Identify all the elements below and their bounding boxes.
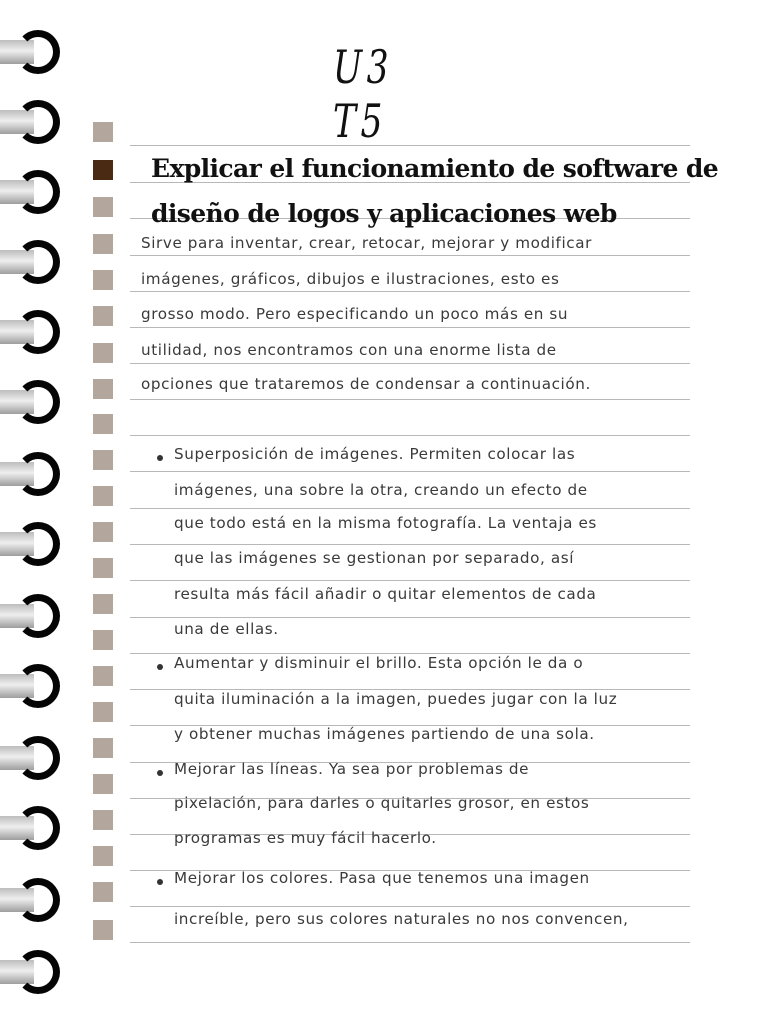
list-item-line: resulta más fácil añadir o quitar elementos de cada bbox=[174, 585, 597, 603]
list-item-line: una de ellas. bbox=[174, 620, 279, 638]
ring-icon bbox=[0, 310, 64, 350]
margin-squares bbox=[90, 0, 120, 1024]
ring-icon bbox=[0, 380, 64, 420]
ring-icon bbox=[0, 240, 64, 280]
list-item-line: Mejorar los colores. Pasa que tenemos una imagen bbox=[174, 869, 590, 887]
list-item-line: y obtener muchas imágenes partiendo de una sola. bbox=[174, 725, 595, 743]
ring-icon bbox=[0, 100, 64, 140]
list-item-line: Mejorar las líneas. Ya sea por problemas de bbox=[174, 760, 530, 778]
ring-icon bbox=[0, 806, 64, 846]
ring-icon bbox=[0, 950, 64, 990]
ring-icon bbox=[0, 170, 64, 210]
ring-icon bbox=[0, 522, 64, 562]
ring-icon bbox=[0, 878, 64, 918]
list-item-line: que las imágenes se gestionan por separado, así bbox=[174, 549, 575, 567]
notebook-rings bbox=[0, 0, 80, 1024]
bullet-icon bbox=[157, 879, 163, 885]
page-title: U3 T5 bbox=[333, 40, 394, 148]
paragraph-line: grosso modo. Pero especificando un poco más en su bbox=[141, 305, 569, 323]
paragraph-line: opciones que trataremos de condensar a continuación. bbox=[141, 375, 591, 393]
bullet-icon bbox=[157, 770, 163, 776]
paragraph-line: Sirve para inventar, crear, retocar, mejorar y modificar bbox=[141, 234, 592, 252]
ring-icon bbox=[0, 452, 64, 492]
heading-line: diseño de logos y aplicaciones web bbox=[151, 199, 617, 228]
heading-line: Explicar el funcionamiento de software de bbox=[151, 154, 719, 183]
list-item-line: increíble, pero sus colores naturales no nos convencen, bbox=[174, 910, 629, 928]
paragraph-line: imágenes, gráficos, dibujos e ilustraciones, esto es bbox=[141, 270, 560, 288]
list-item-line: pixelación, para darles o quitarles grosor, en estos bbox=[174, 794, 590, 812]
ring-icon bbox=[0, 30, 64, 70]
bullet-icon bbox=[157, 455, 163, 461]
list-item-line: que todo está en la misma fotografía. La ventaja es bbox=[174, 514, 597, 532]
section-heading bbox=[151, 146, 719, 236]
list-item-line: Superposición de imágenes. Permiten colocar las bbox=[174, 445, 576, 463]
list-item-line: imágenes, una sobre la otra, creando un efecto de bbox=[174, 481, 588, 499]
ring-icon bbox=[0, 594, 64, 634]
ring-icon bbox=[0, 664, 64, 704]
list-item-line: Aumentar y disminuir el brillo. Esta opción le da o bbox=[174, 654, 584, 672]
bullet-icon bbox=[157, 664, 163, 670]
paragraph-line: utilidad, nos encontramos con una enorme lista de bbox=[141, 341, 557, 359]
ring-icon bbox=[0, 736, 64, 776]
list-item-line: programas es muy fácil hacerlo. bbox=[174, 829, 437, 847]
list-item-line: quita iluminación a la imagen, puedes jugar con la luz bbox=[174, 690, 618, 708]
